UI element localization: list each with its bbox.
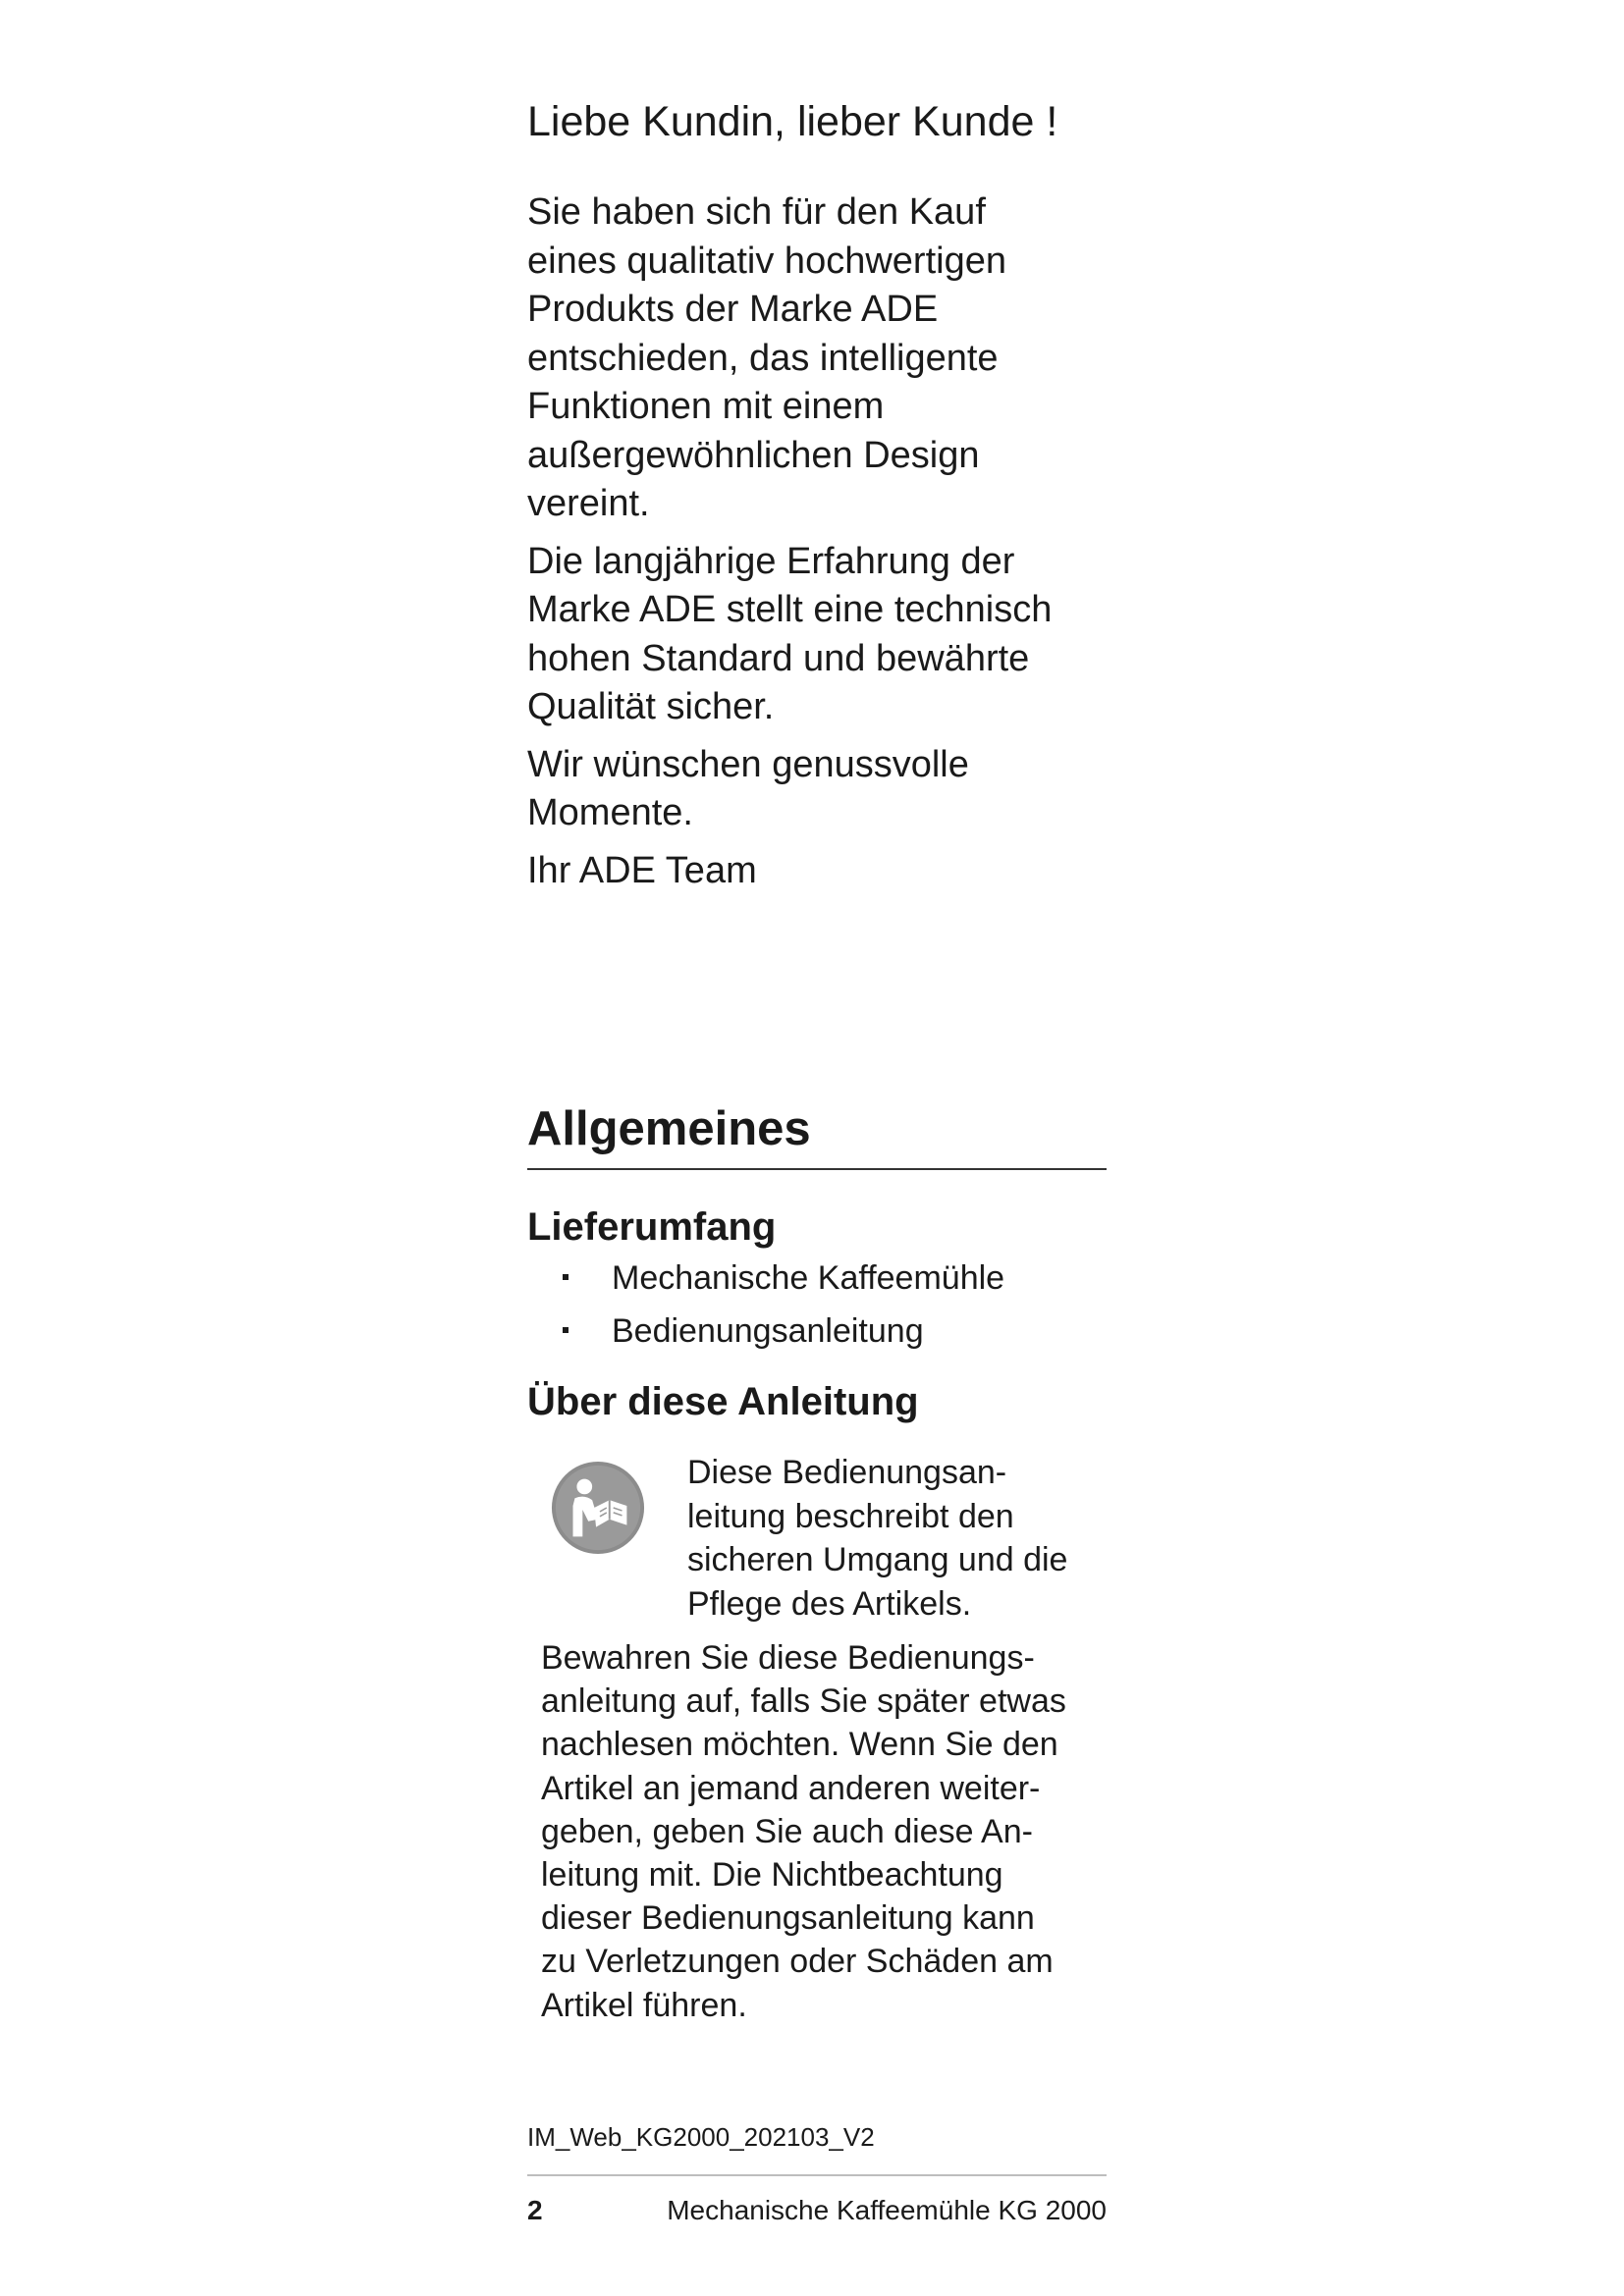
delivery-title: Lieferumfang	[527, 1205, 777, 1249]
about-title: Über diese Anleitung	[527, 1380, 919, 1423]
text-line: sicheren Umgang und die	[687, 1541, 1068, 1578]
text-line: Pflege des Artikels.	[687, 1584, 972, 1623]
page-number: 2	[527, 2195, 543, 2225]
text-line: Bewahren Sie diese Bedienungs-	[541, 1639, 1035, 1677]
text-line: leitung beschreibt den	[687, 1497, 1014, 1535]
about-body	[541, 1636, 1101, 2027]
text-line: Diese Bedienungsan-	[687, 1454, 1007, 1491]
text-line: nachlesen möchten. Wenn Sie den	[541, 1726, 1058, 1764]
read-manual-icon	[550, 1460, 646, 1556]
intro-paragraph: Die langjährige Erfahrung der Marke ADE stellt eine technisch hohen Standard und bewährte Qualität sicher.	[527, 540, 1053, 727]
intro-paragraph: Sie haben sich für den Kauf eines qualitativ hochwertigen Produkts der Marke ADE entschieden, das intelligente Funktionen mit einem außergewöhnlichen Design vereint.	[527, 191, 1006, 524]
intro-text	[527, 188, 1077, 904]
text-line: anleitung auf, falls Sie später etwas	[541, 1682, 1066, 1721]
delivery-list	[558, 1252, 1004, 1358]
text-line: Artikel führen.	[541, 1986, 747, 2024]
footer-divider	[527, 2174, 1107, 2176]
intro-signature: Ihr ADE Team	[527, 849, 757, 891]
section-title: Allgemeines	[527, 1099, 1107, 1170]
greeting-heading: Liebe Kundin, lieber Kunde !	[527, 98, 1058, 145]
list-item-label: Mechanische Kaffeemühle	[612, 1259, 1005, 1297]
document-code: IM_Web_KG2000_202103_V2	[527, 2122, 875, 2152]
list-item	[558, 1305, 1004, 1358]
icon-description	[687, 1451, 1110, 1626]
list-item	[558, 1252, 1004, 1305]
text-line: Artikel an jemand anderen weiter-	[541, 1769, 1041, 1807]
bullet-icon	[563, 1274, 568, 1280]
bullet-icon	[563, 1327, 568, 1333]
text-line: geben, geben Sie auch diese An-	[541, 1812, 1033, 1850]
text-line: zu Verletzungen oder Schäden am	[541, 1943, 1054, 1981]
text-line: dieser Bedienungsanleitung kann	[541, 1899, 1035, 1938]
text-line: leitung mit. Die Nichtbeachtung	[541, 1856, 1003, 1895]
intro-paragraph: Wir wünschen genussvolle Momente.	[527, 743, 969, 833]
list-item-label: Bedienungsanleitung	[612, 1312, 924, 1350]
footer-title: Mechanische Kaffeemühle KG 2000	[667, 2195, 1107, 2225]
